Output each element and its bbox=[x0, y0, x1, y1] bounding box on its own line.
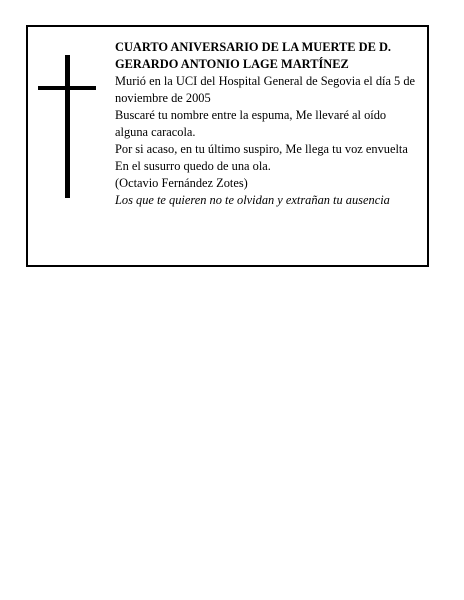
closing-line: Los que te quieren no te olvidan y extrañan tu ausencia bbox=[115, 193, 390, 207]
poem-line-1: Buscaré tu nombre entre la espuma, Me llevaré al oído alguna caracola. bbox=[115, 108, 387, 139]
death-info: Murió en la UCI del Hospital General de Segovia el día 5 de noviembre de 2005 bbox=[115, 74, 416, 105]
poem-attribution: (Octavio Fernández Zotes) bbox=[115, 176, 248, 190]
obituary-notice bbox=[26, 25, 429, 267]
notice-headline: CUARTO ANIVERSARIO DE LA MUERTE DE D. GERARDO ANTONIO LAGE MARTÍNEZ bbox=[115, 40, 392, 71]
notice-text bbox=[115, 39, 421, 209]
cross-icon bbox=[38, 55, 96, 198]
cross-vertical-bar bbox=[65, 55, 70, 198]
poem-line-2: Por si acaso, en tu último suspiro, Me llega tu voz envuelta En el susurro quedo de una ola. bbox=[115, 142, 408, 173]
cross-horizontal-bar bbox=[38, 86, 96, 90]
